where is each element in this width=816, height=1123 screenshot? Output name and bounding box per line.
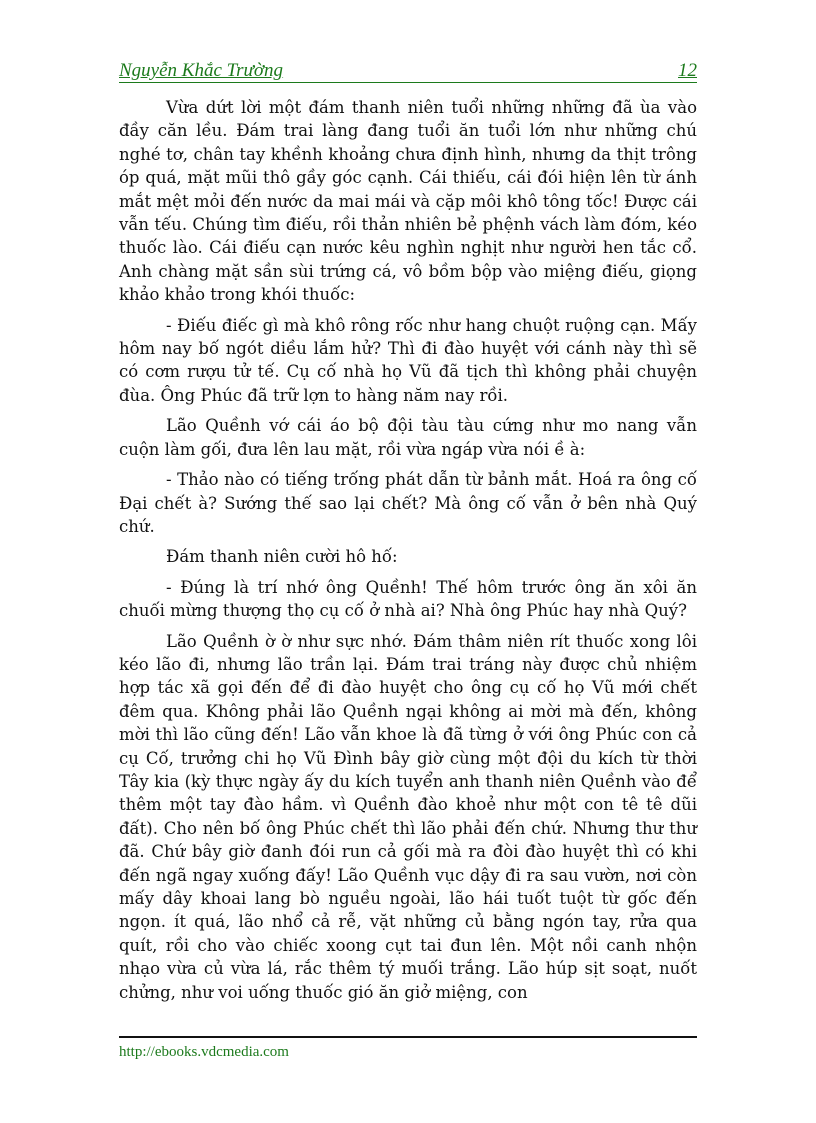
paragraph: Lão Quềnh vớ cái áo bộ đội tàu tàu cứng như mo nang vẫn cuộn làm gối, đưa lên lau mặt, rồi vừa ngáp vừa nói ề à:: [119, 416, 697, 459]
page-number: 12: [678, 60, 697, 81]
body-text: [119, 96, 697, 1011]
paragraph: Vừa dứt lời một đám thanh niên tuổi những những đã ùa vào đầy căn lều. Đám trai làng đang tuổi ăn tuổi lớn như những chú nghé tơ, chân tay khềnh khoảng chưa định hình, nhưng da thịt trông óp quá, mặt mũi thô gầy góc cạnh. Cái thiếu, cái đói hiện lên từ ánh mắt mệt mỏi đến nước da mai mái và cặp môi khô tông tốc! Được cái vẫn tếu. Chúng tìm điếu, rồi thản nhiên bẻ phệnh vách làm đóm, kéo thuốc lào. Cái điếu cạn nước kêu nghìn nghịt như người hen tắc cổ. Anh chàng mặt sần sùi trứng cá, vô bồm bộp vào miệng điếu, giọng khảo khảo trong khói thuốc:: [119, 98, 697, 305]
footer-divider: [119, 1036, 697, 1038]
footer-url[interactable]: http://ebooks.vdcmedia.com: [119, 1044, 289, 1060]
paragraph: Đám thanh niên cười hô hố:: [166, 547, 398, 567]
paragraph: - Điếu điếc gì mà khô rông rốc như hang chuột ruộng cạn. Mấy hôm nay bố ngót diều lắm hử? Thì đi đào huyệt với cánh này thì sẽ có cơm rượu tử tế. Cụ cố nhà họ Vũ đã tịch thì không phải chuyện đùa. Ông Phúc đã trữ lợn to hàng năm nay rồi.: [119, 315, 697, 405]
header-author: Nguyễn Khắc Trường: [119, 60, 284, 81]
paragraph: - Thảo nào có tiếng trống phát dẫn từ bảnh mắt. Hoá ra ông cố Đại chết à? Sướng thế sao lại chết? Mà ông cố vẫn ở bên nhà Quý chứ.: [119, 470, 697, 536]
paragraph: - Đúng là trí nhớ ông Quềnh! Thế hôm trước ông ăn xôi ăn chuối mừng thượng thọ cụ cố ở nhà ai? Nhà ông Phúc hay nhà Quý?: [119, 577, 697, 621]
page-header: [119, 58, 697, 83]
paragraph: Lão Quềnh ờ ờ như sực nhớ. Đám thâm niên rít thuốc xong lôi kéo lão đi, nhưng lão trần lại. Đám trai tráng này được chủ nhiệm hợp tác xã gọi đến để đi đào huyệt cho ông cụ cố họ Vũ mới chết đêm qua. Không phải lão Quềnh ngại không ai mời mà đến, không mời thì lão cũng đến! Lão vẫn khoe là đã từng ở với ông Phúc con cả cụ Cố, trưởng chi họ Vũ Đình bây giờ cùng một đội du kích từ thời Tây kia (kỳ thực ngày ấy du kích tuyển anh thanh niên Quềnh vào để thêm một tay đào hầm. vì Quềnh đào khoẻ như một con tê tê dũi đất). Cho nên bố ông Phúc chết thì lão phải đến chứ. Nhưng thư thư đã. Chứ bây giờ đanh đói run cả gối mà ra đòi đào huyệt thì có khi đến ngã ngay xuống đấy! Lão Quềnh vục dậy đi ra sau vườn, nơi còn mấy dây khoai lang bò nguều ngoài, lão hái tuốt tuột từ gốc đến ngọn. ít quá, lão nhổ cả rễ, vặt những củ bằng ngón tay, rửa qua quít, rồi cho vào chiếc xoong cụt tai đun lên. Một nồi canh nhộn nhạo vừa củ vừa lá, rắc thêm tý muối trắng. Lão húp sịt soạt, nuốt chửng, như voi uống thuốc gió ăn giở miệng, con: [119, 631, 697, 1002]
